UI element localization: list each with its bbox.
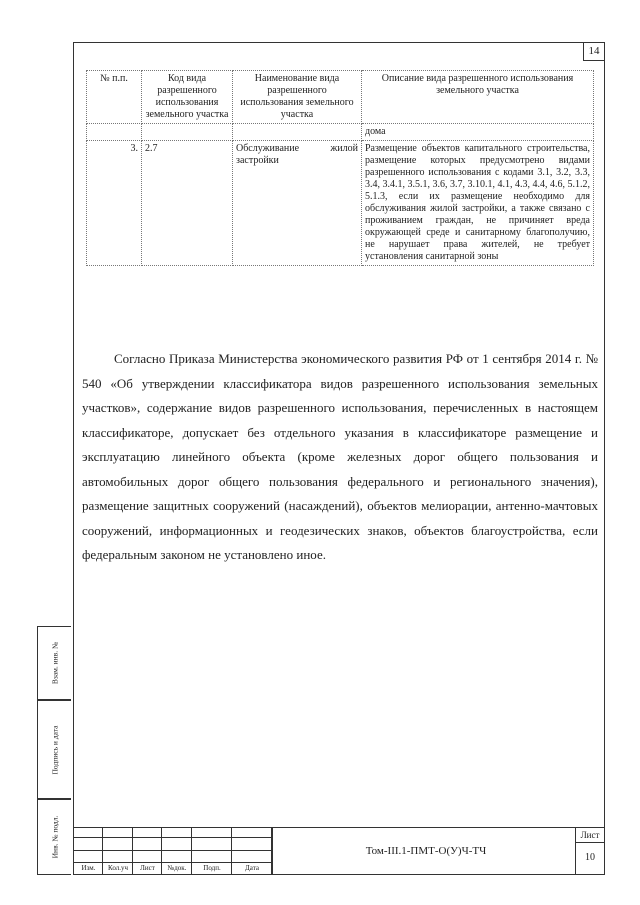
classifier-table (86, 70, 594, 266)
table-header-row (87, 71, 594, 124)
header-description: Описание вида разрешенного использования земельного участка (362, 71, 594, 124)
sheet-box (575, 828, 604, 874)
stamp-col-izm: Изм. (81, 864, 96, 872)
revision-grid (74, 828, 272, 874)
stamp-col-sign: Подп. (203, 864, 221, 872)
sheet-number: 10 (585, 852, 595, 863)
body-paragraph: Согласно Приказа Министерства экономического развития РФ от 1 сентября 2014 г. № 540 «Об утверждении классификатора видов разрешенного использования земельных участков», содержание видов разрешенного использования, перечисленных в настоящем классификаторе, допускает без отдельного указания в классификаторе размещение и эксплуатацию линейного объекта (кроме железных дорог общего пользования и автомобильных дорог общего пользования федерального и регионального значения), размещение защитных сооружений (насаждений), объектов мелиорации, антенно-мачтовых сооружений, информационных и геодезических знаков, объектов благоустройства, если федеральным законом не установлено иное. (82, 351, 598, 562)
page-frame (73, 42, 605, 875)
header-name: Наименование вида разрешенного использования земельного участка (233, 71, 362, 124)
header-code: Код вида разрешенного использования земельного участка (142, 71, 233, 124)
document-code: Том-III.1-ПМТ-О(У)Ч-ТЧ (272, 828, 579, 874)
side-sign-date: Подпись и дата (37, 700, 71, 799)
table-row (87, 141, 594, 266)
row-code: 2.7 (142, 141, 233, 266)
side-inv-orig: Инв. № подл. (37, 799, 71, 875)
stamp-col-kol: Кол.уч (108, 864, 128, 872)
continuation-cell: дома (362, 124, 594, 141)
table-row (87, 124, 594, 141)
title-block (74, 827, 604, 874)
page-number-top: 14 (583, 42, 604, 61)
side-stamp (37, 626, 73, 875)
side-inv-replace: Взам. инв. № (37, 626, 71, 700)
header-num: № п.п. (87, 71, 142, 124)
stamp-col-list: Лист (140, 864, 155, 872)
row-description: Размещение объектов капитального строительства, размещение которых предусмотрено видами разрешенного использования с кодами 3.1, 3.2, 3.3, 3.4, 3.4.1, 3.5.1, 3.6, 3.7, 3.10.1, 4.1, 4.3, 4.4, 4.6, 5.1.2, 5.1.3, если их размещение необходимо для обслуживания жилой застройки, а также связано с проживанием граждан, не причиняет вреда окружающей среде и санитарному благополучию, не нарушает права жителей, не требует установления санитарной зоны (362, 141, 594, 266)
stamp-col-doc: №док. (167, 864, 187, 872)
stamp-col-date: Дата (245, 864, 259, 872)
row-name: Обслуживание жилой застройки (233, 141, 362, 266)
sheet-label: Лист (576, 828, 604, 843)
row-num: 3. (87, 141, 142, 266)
